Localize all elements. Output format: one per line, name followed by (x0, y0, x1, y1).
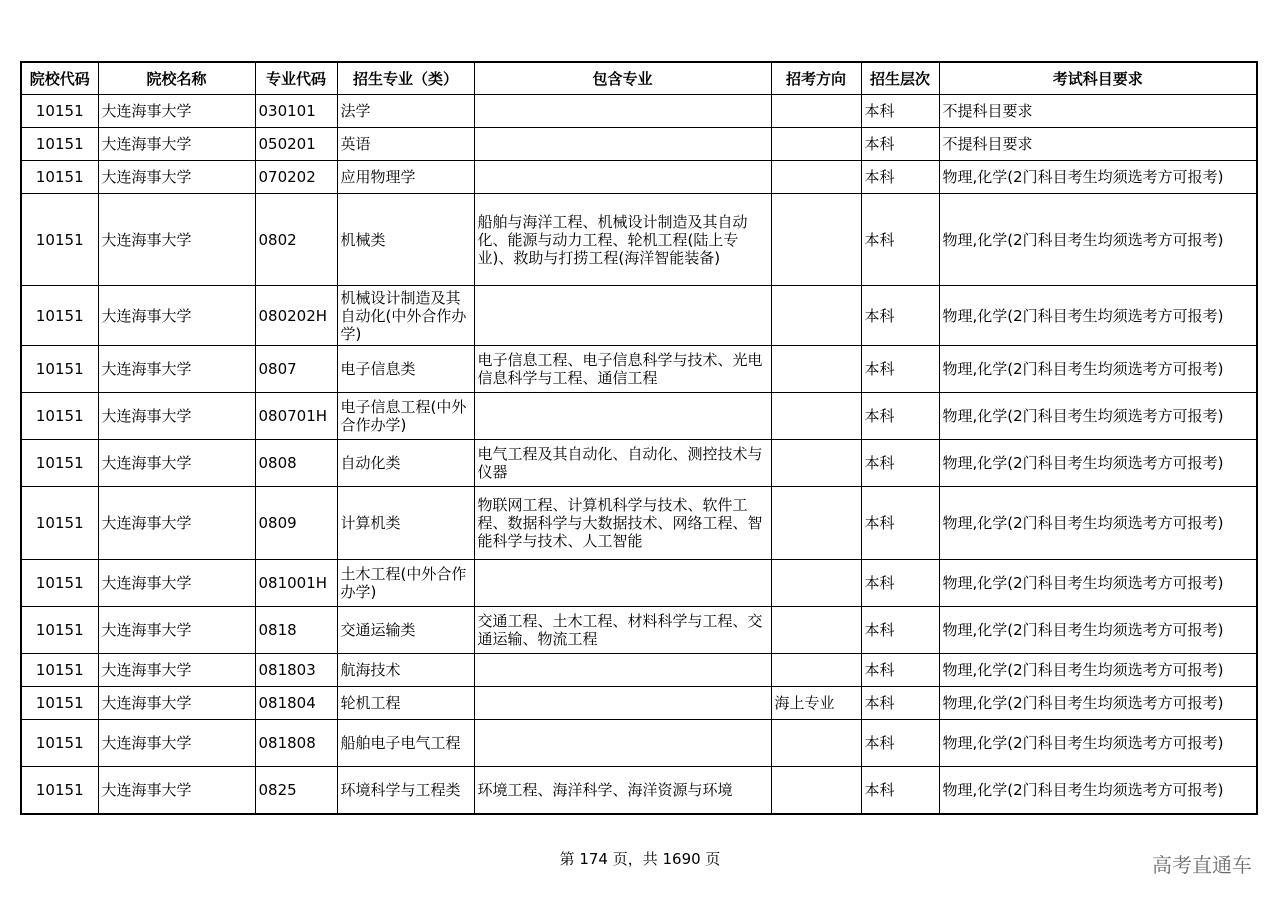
cell-school-name: 大连海事大学 (98, 440, 255, 487)
table-row (21, 161, 1257, 194)
cell-level: 本科 (861, 286, 939, 346)
table-row (21, 720, 1257, 767)
cell-includes (474, 687, 771, 720)
table-row (21, 487, 1257, 560)
cell-major-code: 0802 (255, 194, 337, 286)
cell-level: 本科 (861, 607, 939, 654)
cell-level: 本科 (861, 95, 939, 128)
header-subjects: 考试科目要求 (939, 62, 1257, 95)
cell-includes (474, 95, 771, 128)
cell-major: 法学 (337, 95, 474, 128)
cell-level: 本科 (861, 161, 939, 194)
cell-major-code: 080202H (255, 286, 337, 346)
cell-major-code: 030101 (255, 95, 337, 128)
cell-subjects: 物理,化学(2门科目考生均须选考方可报考) (939, 654, 1257, 687)
cell-includes: 电气工程及其自动化、自动化、测控技术与仪器 (474, 440, 771, 487)
cell-level: 本科 (861, 654, 939, 687)
cell-major: 计算机类 (337, 487, 474, 560)
table-row (21, 128, 1257, 161)
cell-school-code: 10151 (21, 687, 98, 720)
cell-includes: 船舶与海洋工程、机械设计制造及其自动化、能源与动力工程、轮机工程(陆上专业)、救助与打捞工程(海洋智能装备) (474, 194, 771, 286)
cell-school-code: 10151 (21, 720, 98, 767)
cell-subjects: 不提科目要求 (939, 128, 1257, 161)
table-row (21, 194, 1257, 286)
cell-school-code: 10151 (21, 346, 98, 393)
cell-school-name: 大连海事大学 (98, 346, 255, 393)
cell-level: 本科 (861, 487, 939, 560)
cell-school-name: 大连海事大学 (98, 767, 255, 814)
cell-school-name: 大连海事大学 (98, 194, 255, 286)
cell-major-code: 081803 (255, 654, 337, 687)
table-row (21, 346, 1257, 393)
cell-subjects: 物理,化学(2门科目考生均须选考方可报考) (939, 393, 1257, 440)
cell-school-name: 大连海事大学 (98, 720, 255, 767)
cell-school-name: 大连海事大学 (98, 654, 255, 687)
cell-level: 本科 (861, 440, 939, 487)
cell-major: 机械类 (337, 194, 474, 286)
cell-direction (771, 194, 861, 286)
cell-major: 电子信息工程(中外合作办学) (337, 393, 474, 440)
table-row (21, 560, 1257, 607)
cell-school-code: 10151 (21, 560, 98, 607)
cell-includes (474, 393, 771, 440)
header-major: 招生专业（类） (337, 62, 474, 95)
cell-subjects: 物理,化学(2门科目考生均须选考方可报考) (939, 286, 1257, 346)
cell-subjects: 物理,化学(2门科目考生均须选考方可报考) (939, 560, 1257, 607)
cell-school-code: 10151 (21, 440, 98, 487)
cell-subjects: 物理,化学(2门科目考生均须选考方可报考) (939, 767, 1257, 814)
cell-level: 本科 (861, 194, 939, 286)
header-direction: 招考方向 (771, 62, 861, 95)
cell-school-code: 10151 (21, 286, 98, 346)
cell-includes (474, 720, 771, 767)
cell-school-code: 10151 (21, 95, 98, 128)
cell-major-code: 070202 (255, 161, 337, 194)
table-row (21, 767, 1257, 814)
cell-school-code: 10151 (21, 194, 98, 286)
cell-direction (771, 767, 861, 814)
cell-major-code: 0809 (255, 487, 337, 560)
cell-school-name: 大连海事大学 (98, 487, 255, 560)
cell-major: 机械设计制造及其自动化(中外合作办学) (337, 286, 474, 346)
cell-school-name: 大连海事大学 (98, 161, 255, 194)
cell-level: 本科 (861, 687, 939, 720)
cell-includes: 电子信息工程、电子信息科学与技术、光电信息科学与工程、通信工程 (474, 346, 771, 393)
cell-major: 船舶电子电气工程 (337, 720, 474, 767)
cell-school-name: 大连海事大学 (98, 560, 255, 607)
cell-subjects: 物理,化学(2门科目考生均须选考方可报考) (939, 346, 1257, 393)
admissions-table (20, 61, 1258, 815)
cell-direction (771, 346, 861, 393)
cell-school-code: 10151 (21, 161, 98, 194)
cell-includes: 交通工程、土木工程、材料科学与工程、交通运输、物流工程 (474, 607, 771, 654)
cell-includes (474, 128, 771, 161)
cell-direction (771, 720, 861, 767)
cell-major: 电子信息类 (337, 346, 474, 393)
cell-subjects: 不提科目要求 (939, 95, 1257, 128)
cell-major-code: 0818 (255, 607, 337, 654)
cell-major: 环境科学与工程类 (337, 767, 474, 814)
cell-school-name: 大连海事大学 (98, 95, 255, 128)
cell-subjects: 物理,化学(2门科目考生均须选考方可报考) (939, 161, 1257, 194)
table-row (21, 654, 1257, 687)
table-row (21, 440, 1257, 487)
cell-major: 土木工程(中外合作办学) (337, 560, 474, 607)
cell-includes: 物联网工程、计算机科学与技术、软件工程、数据科学与大数据技术、网络工程、智能科学与技术、人工智能 (474, 487, 771, 560)
cell-school-code: 10151 (21, 487, 98, 560)
cell-major-code: 080701H (255, 393, 337, 440)
cell-major: 轮机工程 (337, 687, 474, 720)
cell-level: 本科 (861, 128, 939, 161)
watermark-logo: 高考直通车 (1152, 853, 1252, 877)
cell-direction (771, 95, 861, 128)
header-level: 招生层次 (861, 62, 939, 95)
cell-major-code: 0825 (255, 767, 337, 814)
header-includes: 包含专业 (474, 62, 771, 95)
cell-direction (771, 654, 861, 687)
cell-direction (771, 560, 861, 607)
cell-school-code: 10151 (21, 767, 98, 814)
cell-subjects: 物理,化学(2门科目考生均须选考方可报考) (939, 194, 1257, 286)
table-row (21, 607, 1257, 654)
cell-direction (771, 487, 861, 560)
cell-school-code: 10151 (21, 393, 98, 440)
page-number: 第 174 页，共 1690 页 (559, 850, 721, 868)
cell-major-code: 081001H (255, 560, 337, 607)
cell-includes (474, 560, 771, 607)
cell-major-code: 081804 (255, 687, 337, 720)
cell-school-name: 大连海事大学 (98, 286, 255, 346)
cell-major-code: 0808 (255, 440, 337, 487)
cell-includes (474, 161, 771, 194)
cell-major-code: 081808 (255, 720, 337, 767)
cell-level: 本科 (861, 720, 939, 767)
cell-subjects: 物理,化学(2门科目考生均须选考方可报考) (939, 687, 1257, 720)
cell-major: 英语 (337, 128, 474, 161)
table-row (21, 286, 1257, 346)
cell-school-code: 10151 (21, 607, 98, 654)
cell-school-code: 10151 (21, 654, 98, 687)
cell-major-code: 050201 (255, 128, 337, 161)
cell-school-name: 大连海事大学 (98, 687, 255, 720)
cell-level: 本科 (861, 767, 939, 814)
header-school-name: 院校名称 (98, 62, 255, 95)
cell-major: 交通运输类 (337, 607, 474, 654)
cell-direction (771, 440, 861, 487)
cell-subjects: 物理,化学(2门科目考生均须选考方可报考) (939, 440, 1257, 487)
header-row (21, 62, 1257, 95)
cell-major: 应用物理学 (337, 161, 474, 194)
cell-direction (771, 161, 861, 194)
cell-includes: 环境工程、海洋科学、海洋资源与环境 (474, 767, 771, 814)
cell-major: 自动化类 (337, 440, 474, 487)
cell-direction (771, 393, 861, 440)
cell-level: 本科 (861, 393, 939, 440)
cell-subjects: 物理,化学(2门科目考生均须选考方可报考) (939, 487, 1257, 560)
cell-school-name: 大连海事大学 (98, 393, 255, 440)
cell-school-name: 大连海事大学 (98, 128, 255, 161)
cell-level: 本科 (861, 346, 939, 393)
cell-direction (771, 607, 861, 654)
cell-includes (474, 286, 771, 346)
table-row (21, 95, 1257, 128)
cell-subjects: 物理,化学(2门科目考生均须选考方可报考) (939, 720, 1257, 767)
header-school-code: 院校代码 (21, 62, 98, 95)
table-row (21, 393, 1257, 440)
header-major-code: 专业代码 (255, 62, 337, 95)
cell-school-code: 10151 (21, 128, 98, 161)
cell-subjects: 物理,化学(2门科目考生均须选考方可报考) (939, 607, 1257, 654)
cell-direction: 海上专业 (771, 687, 861, 720)
cell-level: 本科 (861, 560, 939, 607)
table-row (21, 687, 1257, 720)
cell-includes (474, 654, 771, 687)
cell-major-code: 0807 (255, 346, 337, 393)
cell-major: 航海技术 (337, 654, 474, 687)
cell-direction (771, 286, 861, 346)
cell-school-name: 大连海事大学 (98, 607, 255, 654)
cell-direction (771, 128, 861, 161)
